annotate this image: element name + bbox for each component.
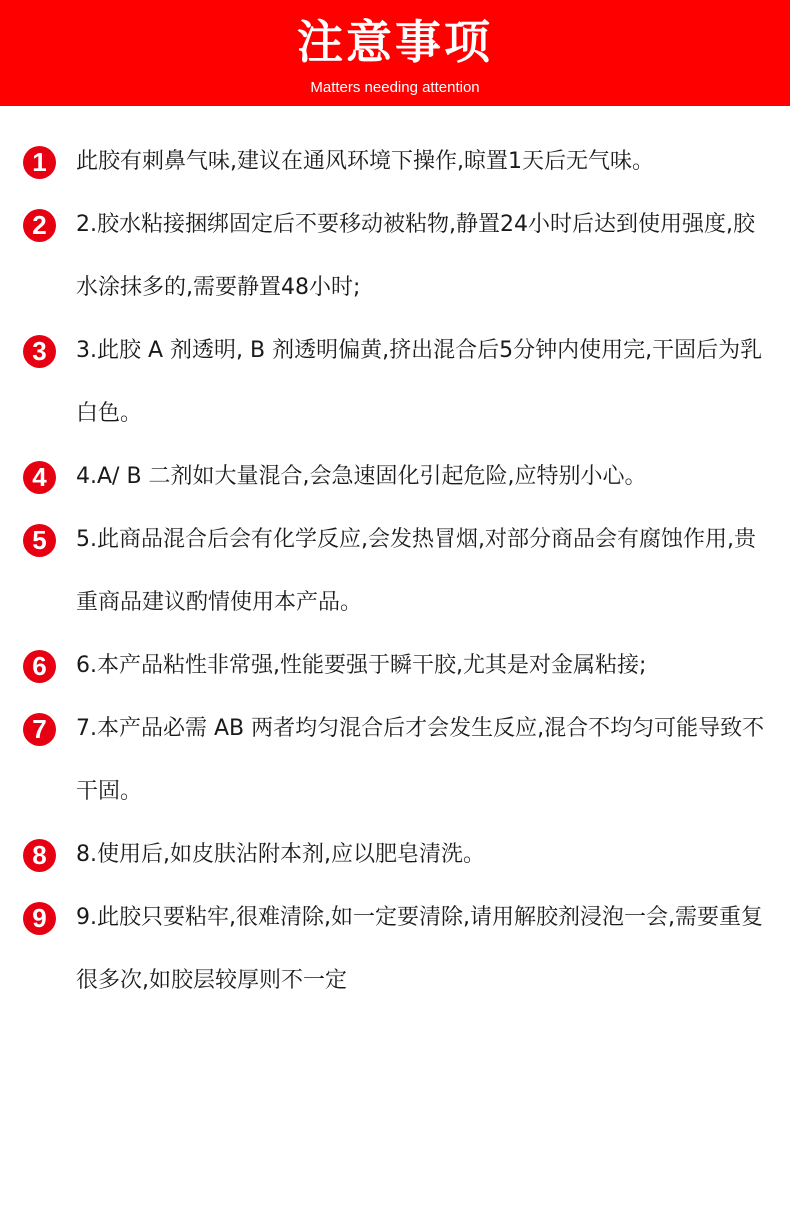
banner-subtitle: Matters needing attention	[310, 79, 480, 96]
notice-text: 3.此胶 A 剂透明, B 剂透明偏黄,挤出混合后5分钟内使用完,干固后为乳白色。	[76, 338, 763, 426]
notice-text: 此胶有刺鼻气味,建议在通风环境下操作,晾置1天后无气味。	[76, 149, 654, 174]
number-badge-icon: 6	[23, 650, 56, 683]
number-badge-icon: 9	[23, 902, 56, 935]
notice-item	[0, 193, 790, 319]
notice-item	[0, 886, 790, 1012]
notice-item	[0, 508, 790, 634]
banner-title: 注意事项	[297, 15, 493, 69]
notice-text: 7.本产品必需 AB 两者均匀混合后才会发生反应,混合不均匀可能导致不干固。	[76, 716, 765, 804]
notice-list	[0, 130, 790, 1012]
notice-text: 4.A/ B 二剂如大量混合,会急速固化引起危险,应特别小心。	[76, 464, 647, 489]
notice-item	[0, 634, 790, 697]
notice-item	[0, 697, 790, 823]
number-badge-icon: 4	[23, 461, 56, 494]
number-badge-icon: 7	[23, 713, 56, 746]
notice-text: 6.本产品粘性非常强,性能要强于瞬干胶,尤其是对金属粘接;	[76, 653, 647, 678]
number-badge-icon: 1	[23, 146, 56, 179]
number-badge-icon: 3	[23, 335, 56, 368]
notice-item	[0, 823, 790, 886]
notice-text: 9.此胶只要粘牢,很难清除,如一定要清除,请用解胶剂浸泡一会,需要重复很多次,如胶层较厚则不一定	[76, 905, 763, 993]
number-badge-icon: 5	[23, 524, 56, 557]
number-badge-icon: 8	[23, 839, 56, 872]
number-badge-icon: 2	[23, 209, 56, 242]
notice-item	[0, 130, 790, 193]
notice-item	[0, 319, 790, 445]
notice-item	[0, 445, 790, 508]
notice-text: 2.胶水粘接捆绑固定后不要移动被粘物,静置24小时后达到使用强度,胶水涂抹多的,需要静置48小时;	[76, 212, 755, 300]
notice-text: 5.此商品混合后会有化学反应,会发热冒烟,对部分商品会有腐蚀作用,贵重商品建议酌情使用本产品。	[76, 527, 756, 615]
notice-text: 8.使用后,如皮肤沾附本剂,应以肥皂清洗。	[76, 842, 485, 867]
header-banner	[0, 0, 790, 106]
